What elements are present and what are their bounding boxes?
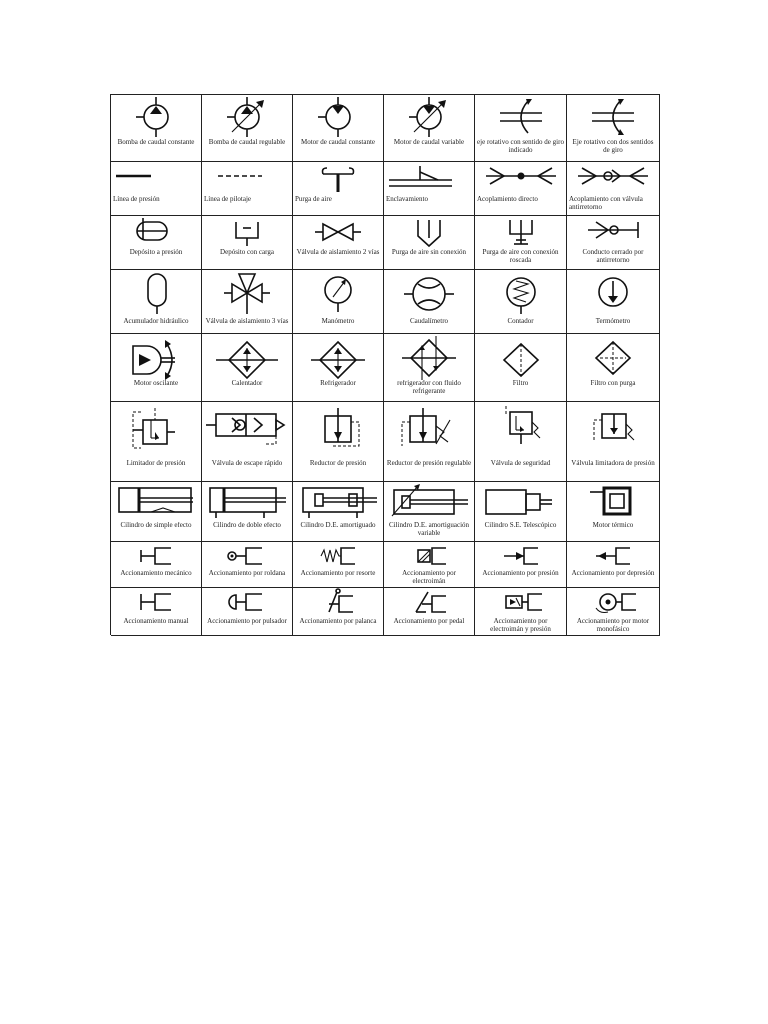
quick-exhaust-valve-icon [202,402,292,460]
symbol-cell [567,270,660,334]
symbol-label: Caudalímetro [409,318,449,325]
symbol-label: Válvula de aislamiento 3 vías [205,318,289,325]
symbol-row [111,334,660,402]
symbol-label: Accionamiento por palanca [299,618,377,625]
symbol-cell [384,216,475,270]
symbol-label: Accionamiento por depresión [571,570,655,577]
symbol-cell [111,216,202,270]
interlock-icon [384,162,474,196]
symbol-label: Motor de caudal constante [300,139,376,146]
lever-actuation-icon [293,588,383,618]
symbol-cell [111,95,202,162]
solenoid-pressure-actuation-icon [476,588,566,618]
symbol-cell [567,542,660,588]
symbol-label: Limitador de presión [126,460,186,467]
single-phase-motor-actuation-icon [568,588,658,618]
symbol-cell [567,402,660,482]
symbol-cell [111,542,202,588]
symbol-label: Purga de aire con conexión roscada [482,249,559,264]
filter-icon [476,334,566,380]
symbol-cell [475,588,567,636]
symbol-table [110,94,660,635]
symbol-cell [475,402,567,482]
oscillating-motor-icon [111,334,201,380]
symbol-cell [293,270,384,334]
symbol-cell [384,542,475,588]
symbol-label: Calentador [231,380,263,387]
symbol-label: Cilindro de simple efecto [120,522,192,529]
symbol-row [111,162,660,216]
symbol-cell [567,216,660,270]
symbol-cell [293,334,384,402]
symbol-cell [384,588,475,636]
pressure-tank-icon [111,216,201,249]
symbol-row [111,482,660,542]
symbol-cell [202,216,293,270]
symbol-label: Línea de pilotaje [204,196,252,203]
symbol-cell [384,95,475,162]
pushbutton-actuation-icon [202,588,292,618]
adjustable-pressure-reducer-icon [384,402,474,460]
accumulator-icon [111,270,201,318]
symbol-cell [384,270,475,334]
filter-drain-icon [568,334,658,380]
symbol-cell [293,482,384,542]
mechanical-actuation-icon [111,542,201,570]
symbol-label: Reductor de presión regulable [386,460,472,467]
variable-pump-icon [202,95,292,139]
symbol-label: Accionamiento por roldana [208,570,286,577]
symbol-label: Acoplamiento directo [477,196,538,203]
symbol-cell [384,402,475,482]
pressure-limiter-icon [111,402,201,460]
rotating-shaft-two-way-icon [568,95,658,139]
symbol-label: Bomba de caudal regulable [208,139,286,146]
symbol-cell [111,334,202,402]
pressure-gauge-icon [293,270,383,318]
thermometer-icon [568,270,658,318]
symbol-cell [202,542,293,588]
loaded-tank-icon [202,216,292,249]
symbol-cell [567,334,660,402]
symbol-label: Motor térmico [592,522,634,529]
symbol-label: Filtro con purga [590,380,636,387]
pressure-relief-valve-icon [568,402,658,460]
symbol-label: Accionamiento por electroimán y presión [490,618,551,633]
symbol-label: Contador [507,318,534,325]
symbol-label: Acumulador hidráulico [123,318,189,325]
cooler-fluid-icon [384,334,474,380]
symbol-cell [475,270,567,334]
symbol-label: Bomba de caudal constante [117,139,195,146]
symbol-label: Accionamiento manual [123,618,189,625]
variable-motor-icon [384,95,474,139]
symbol-label: Reductor de presión [309,460,367,467]
symbol-cell [202,588,293,636]
symbol-cell [567,588,660,636]
symbol-cell [293,95,384,162]
isolation-valve-2way-icon [293,216,383,249]
air-bleed-no-connection-icon [384,216,474,249]
symbol-label: Accionamiento por motor monofásico [576,618,650,633]
symbol-label: Accionamiento por electroimán [402,570,456,585]
symbol-label: Purga de aire sin conexión [391,249,467,256]
isolation-valve-3way-icon [202,270,292,318]
symbol-label: Motor de caudal variable [393,139,465,146]
symbol-label: refrigerador con fluido refrigerante [397,380,461,395]
rotating-shaft-icon [476,95,566,139]
air-bleed-threaded-icon [476,216,566,249]
symbol-label: Motor oscilante [133,380,179,387]
spring-actuation-icon [293,542,383,570]
safety-valve-icon [476,402,566,460]
symbol-label: Válvula de aislamiento 2 vías [296,249,380,256]
symbol-cell [111,162,202,216]
symbol-cell [567,162,660,216]
symbol-cell [111,402,202,482]
symbol-cell [567,482,660,542]
thermal-motor-icon [568,482,658,522]
symbol-label: Refrigerador [320,380,356,387]
symbol-cell [475,542,567,588]
symbol-cell [202,162,293,216]
closed-duct-check-icon [568,216,658,249]
variable-cushion-cylinder-icon [384,482,474,522]
symbol-label: Cilindro S.E. Telescópico [484,522,557,529]
symbol-cell [293,542,384,588]
symbol-cell [475,216,567,270]
coupling-check-valve-icon [568,162,658,196]
fixed-motor-icon [293,95,383,139]
symbol-row [111,542,660,588]
fixed-pump-icon [111,95,201,139]
cushioned-cylinder-icon [293,482,383,522]
symbol-cell [111,482,202,542]
symbol-cell [293,162,384,216]
symbol-label: Termómetro [595,318,631,325]
symbol-label: Acoplamiento con válvula antirretorno [569,196,643,211]
solenoid-actuation-icon [384,542,474,570]
symbol-cell [475,482,567,542]
symbol-cell [384,482,475,542]
symbol-label: Purga de aire [295,196,332,203]
symbol-row [111,270,660,334]
manual-actuation-icon [111,588,201,618]
cooler-icon [293,334,383,380]
symbol-cell [475,95,567,162]
symbol-label: Cilindro de doble efecto [213,522,281,529]
direct-coupling-icon [476,162,566,196]
double-acting-cylinder-icon [202,482,292,522]
pressure-line-icon [111,162,201,196]
flow-meter-icon [384,270,474,318]
symbol-cell [293,588,384,636]
symbol-cell [293,216,384,270]
symbol-label: Conducto cerrado por antirretorno [582,249,644,264]
symbol-label: Válvula limitadora de presión [571,460,655,467]
symbol-label: Válvula de seguridad [490,460,551,467]
symbol-label: Cilindro D.E. amortiguación variable [388,522,470,537]
symbol-cell [202,95,293,162]
symbol-cell [202,334,293,402]
symbol-label: Accionamiento por pulsador [207,618,287,625]
pilot-line-icon [202,162,292,196]
symbol-label: Válvula de escape rápido [211,460,283,467]
symbol-cell [384,162,475,216]
pressure-reducer-icon [293,402,383,460]
pedal-actuation-icon [384,588,474,618]
symbol-label: eje rotativo con sentido de giro indicado [477,139,564,154]
symbol-cell [202,270,293,334]
symbol-row [111,95,660,162]
symbol-label: Cilindro D.E. amortiguado [300,522,376,529]
symbol-cell [384,334,475,402]
symbol-label: Línea de presión [113,196,160,203]
symbol-label: Manómetro [321,318,355,325]
symbol-label: Accionamiento por resorte [300,570,376,577]
symbol-cell [293,402,384,482]
air-bleed-icon [293,162,383,196]
symbol-row [111,588,660,636]
depression-actuation-icon [568,542,658,570]
symbol-cell [475,162,567,216]
symbol-label: Depósito con carga [220,249,274,256]
symbol-cell [202,402,293,482]
symbol-cell [111,270,202,334]
symbol-row [111,216,660,270]
symbol-cell [111,588,202,636]
symbol-label: Enclavamiento [386,196,428,203]
roller-actuation-icon [202,542,292,570]
pressure-actuation-icon [476,542,566,570]
symbol-cell [475,334,567,402]
symbol-label: Accionamiento mecánico [120,570,192,577]
heater-icon [202,334,292,380]
symbol-label: Accionamiento por presión [482,570,559,577]
telescopic-cylinder-icon [476,482,566,522]
symbol-label: Filtro [512,380,529,387]
symbol-row [111,402,660,482]
symbol-label: Depósito a presión [129,249,183,256]
symbol-label: Accionamiento por pedal [393,618,465,625]
single-acting-cylinder-icon [111,482,201,522]
counter-icon [476,270,566,318]
symbol-label: Eje rotativo con dos sentidos de giro [572,139,654,154]
symbol-cell [567,95,660,162]
symbol-cell [202,482,293,542]
